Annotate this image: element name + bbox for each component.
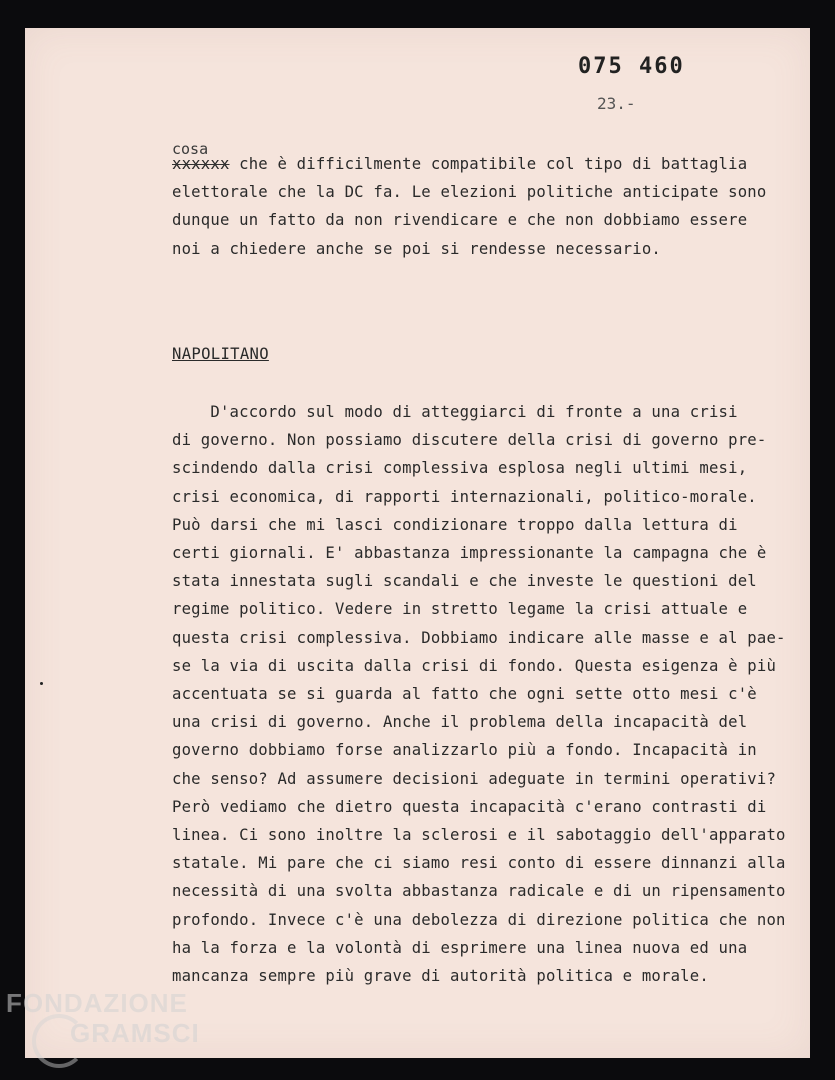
archive-page-number: 075 460 xyxy=(578,54,685,79)
struck-text: xxxxxx xyxy=(172,155,230,173)
margin-dot xyxy=(40,682,43,685)
watermark xyxy=(6,988,200,1048)
paragraph-rest: elettorale che la DC fa. Le elezioni politiche anticipate sono dunque un fatto da non rivendicare e che non dobbiamo essere noi a chiedere anche se poi si rendesse necessario. xyxy=(172,183,767,258)
paragraph-continuation xyxy=(172,150,792,263)
watermark-line-2: GRAMSCI xyxy=(70,1018,200,1048)
page-sub-number: 23.- xyxy=(597,94,636,113)
paragraph-first-line: che è difficilmente compatibile col tipo di battaglia xyxy=(229,155,748,173)
handwritten-insertion: cosa xyxy=(172,140,209,158)
speech-paragraph: D'accordo sul modo di atteggiarci di fronte a una crisi di governo. Non possiamo discutere della crisi di governo pre- scindendo dalla crisi complessiva esplosa negli ultimi mesi, crisi economica, di rapporti internazionali, politico-morale. Può darsi che mi lasci condizionare troppo dalla lettura di certi giornali. E' abbastanza impressionante la campagna che è stata innestata sugli scandali e che investe le questioni del regime politico. Vedere in stretto legame la crisi attuale e questa crisi complessiva. Dobbiamo indicare alle masse e al pae- se la via di uscita dalla crisi di fondo. Questa esigenza è più accentuata se si guarda al fatto che ogni sette otto mesi c'è una crisi di governo. Anche il problema della incapacità del governo dobbiamo forse analizzarlo più a fondo. Incapacità in che senso? Ad assumere decisioni adeguate in termini operativi? Però vediamo che dietro questa incapacità c'erano contrasti di linea. Ci sono inoltre la sclerosi e il sabotaggio dell'apparato statale. Mi pare che ci siamo resi conto di essere dinnanzi alla necessità di una svolta abbastanza radicale e di un ripensamento profondo. Invece c'è una debolezza di direzione politica che non ha la forza e la volontà di esprimere una linea nuova ed una mancanza sempre più grave di autorità politica e morale. xyxy=(172,403,786,986)
speaker-heading: NAPOLITANO xyxy=(172,345,269,363)
watermark-line-1: FONDAZIONE xyxy=(6,988,188,1018)
